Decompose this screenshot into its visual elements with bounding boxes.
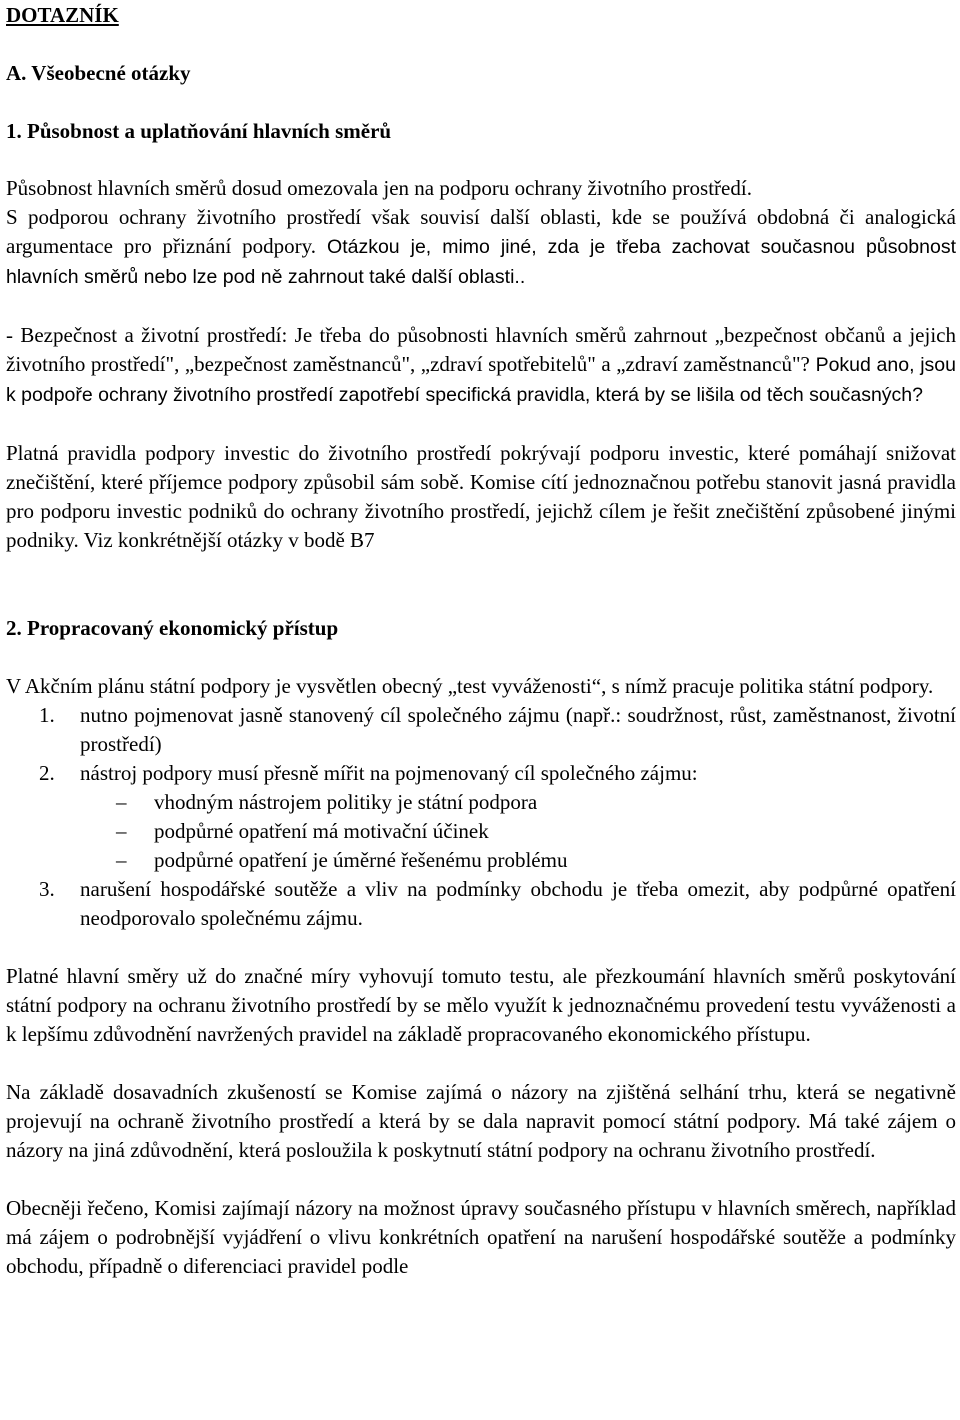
list-item-number: 2.: [39, 761, 55, 785]
list-item-text: nutno pojmenovat jasně stanovený cíl společného zájmu (např.: soudržnost, růst, zaměstnanost, životní prostředí): [80, 703, 956, 756]
sub-list-item: [6, 817, 956, 846]
sub-list: [80, 788, 956, 875]
sub-list-item: [6, 788, 956, 817]
section-1-paragraph-1-rest: S podporou ochrany životního prostředí však souvisí další oblasti, kde se používá obdobná či analogická argumentace pro přiznání podpory.: [6, 205, 956, 258]
sub-list-item-text: podpůrné opatření je úměrné řešenému problému: [154, 848, 568, 872]
section-2-heading: 2. Propracovaný ekonomický přístup: [6, 616, 339, 640]
section-2-paragraph-3: Obecněji řečeno, Komisi zajímají názory na možnost úpravy současného přístupu v hlavních směrech, například má zájem o podrobnější vyjádření o vlivu konkrétních opatření na narušení hospodářské soutěže a podmínky obchodu, případně o diferenciaci pravidel podle: [6, 1196, 956, 1278]
sub-list-item: [6, 846, 956, 875]
list-item: [6, 759, 956, 875]
section-2-paragraph-2: Na základě dosavadních zkušeností se Komise zajímá o názory na zjištěná selhání trhu, která se negativně projevují na ochraně životního prostředí a která by se dala napravit pomocí státní podpory. Má také zájem o názory na jiná zdůvodnění, která posloužila k poskytnutí státní podpory na ochranu životního prostředí.: [6, 1080, 956, 1162]
section-1-heading: 1. Působnost a uplatňování hlavních směrů: [6, 119, 392, 143]
list-item: [6, 875, 956, 933]
section-1-paragraph-1-question: Otázkou je, mimo jiné, zda je třeba zachovat současnou působnost hlavních směrů nebo lze pod ně zahrnout také další oblasti..: [6, 236, 956, 288]
section-1-paragraph-2-a: - Bezpečnost a životní prostředí: Je třeba do působnosti hlavních směrů zahrnout „bezpečnost občanů a jejich životního prostředí", „bezpečnost zaměstnanců", „zdraví spotřebitelů" a „zdraví zaměstnanců"?: [6, 323, 956, 376]
section-1-paragraph-1-line: Působnost hlavních směrů dosud omezovala jen na podporu ochrany životního prostředí.: [6, 176, 752, 200]
section-1-paragraph-2: [6, 321, 956, 410]
section-a-heading: A. Všeobecné otázky: [6, 61, 191, 85]
document-title: DOTAZNÍK: [6, 3, 119, 27]
section-1-paragraph-1: [6, 174, 956, 292]
dash-mark: –: [116, 848, 127, 872]
list-item-text: narušení hospodářské soutěže a vliv na podmínky obchodu je třeba omezit, aby podpůrné opatření neodporovalo společnému zájmu.: [80, 877, 956, 930]
section-1-paragraph-2-b: Pokud ano, jsou k podpoře ochrany životního prostředí zapotřebí specifická pravidla, která by se lišila od těch současných?: [6, 354, 956, 406]
dash-mark: –: [116, 790, 127, 814]
balance-test-list: [6, 701, 956, 933]
list-item: [6, 701, 956, 759]
list-item-text: nástroj podpory musí přesně mířit na pojmenovaný cíl společného zájmu:: [80, 761, 698, 785]
sub-list-item-text: vhodným nástrojem politiky je státní podpora: [154, 790, 538, 814]
section-2-intro: V Akčním plánu státní podpory je vysvětlen obecný „test vyváženosti“, s nímž pracuje politika státní podpory.: [6, 674, 934, 698]
dash-mark: –: [116, 819, 127, 843]
section-1-paragraph-3: Platná pravidla podpory investic do životního prostředí pokrývají podporu investic, které pomáhají snižovat znečištění, které příjemce podpory způsobil sám sobě. Komise cítí jednoznačnou potřebu stanovit jasná pravidla pro podporu investic podniků do ochrany životního prostředí, jejichž cílem je řešit znečištění způsobené jinými podniky. Viz konkrétnější otázky v bodě B7: [6, 441, 956, 552]
sub-list-item-text: podpůrné opatření má motivační účinek: [154, 819, 489, 843]
list-item-number: 3.: [39, 877, 55, 901]
section-2-paragraph-1: Platné hlavní směry už do značné míry vyhovují tomuto testu, ale přezkoumání hlavních směrů poskytování státní podpory na ochranu životního prostředí by se mělo využít k jednoznačnému provedení testu vyváženosti a k lepšímu zdůvodnění navržených pravidel na základě propracovaného ekonomického přístupu.: [6, 964, 956, 1046]
list-item-number: 1.: [39, 703, 55, 727]
